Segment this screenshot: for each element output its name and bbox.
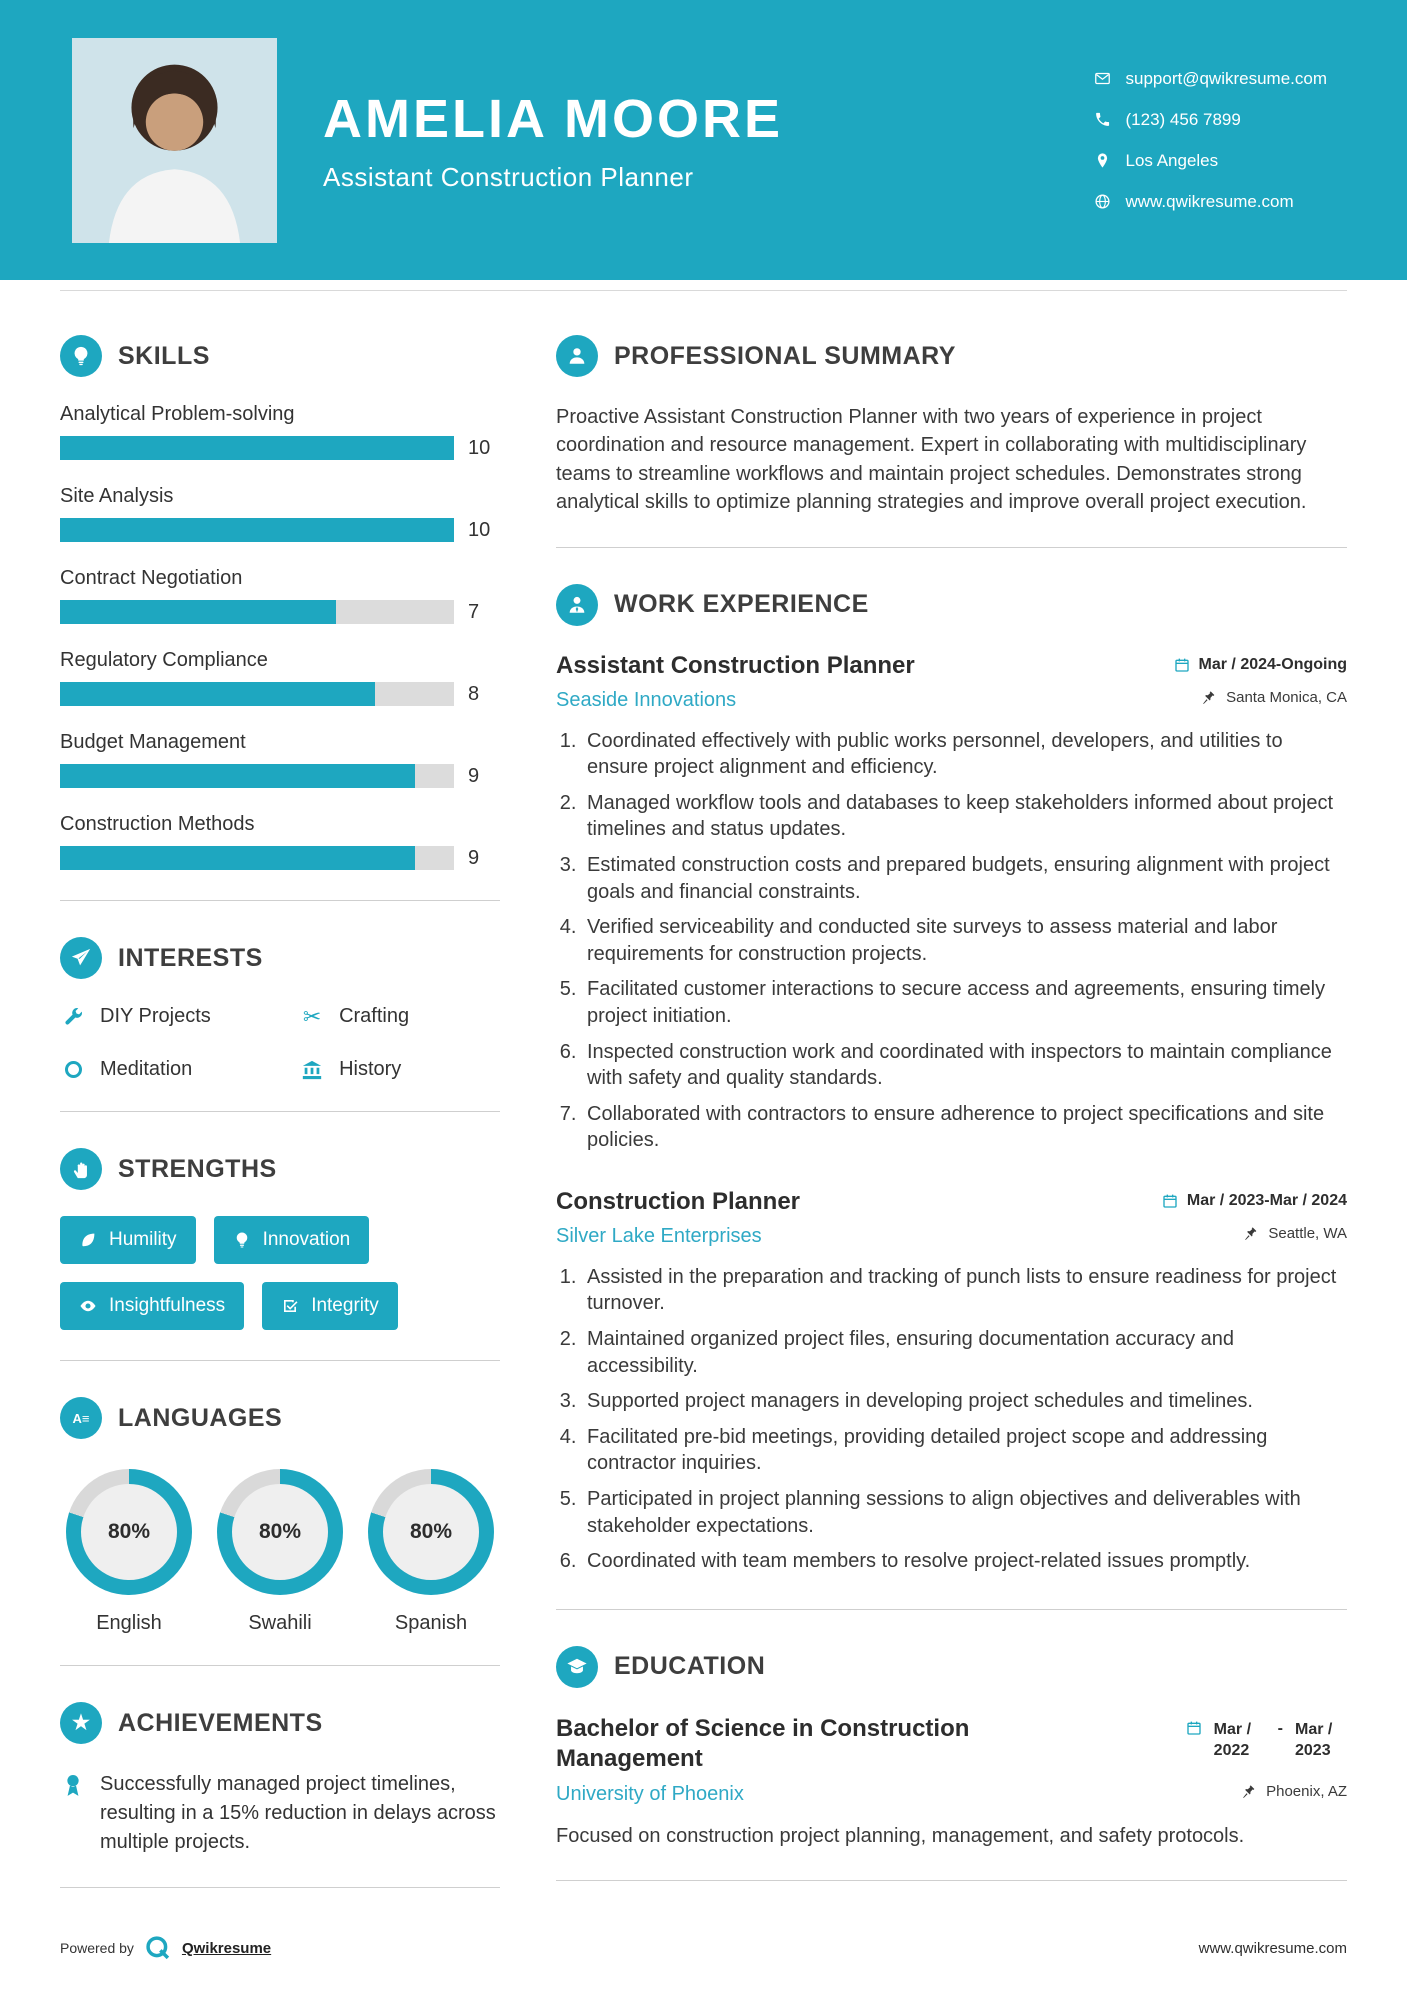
calendar-icon — [1174, 657, 1190, 673]
skill-label: Construction Methods — [60, 813, 255, 835]
language-donut — [368, 1469, 494, 1595]
strengths-section-header — [60, 1148, 500, 1190]
language-label: Swahili — [248, 1612, 312, 1634]
footer-website: www.qwikresume.com — [1198, 1939, 1347, 1957]
calendar-icon — [1162, 1193, 1178, 1209]
skill-label: Analytical Problem-solving — [60, 403, 295, 425]
language-item — [364, 1469, 498, 1635]
paper-plane-icon — [60, 937, 102, 979]
left-column — [60, 335, 500, 1924]
languages-section-header — [60, 1397, 500, 1439]
skill-bar — [60, 846, 454, 870]
ribbon-icon — [60, 1772, 86, 1857]
company-name: Silver Lake Enterprises — [556, 1224, 762, 1247]
language-item — [62, 1469, 196, 1635]
section-divider — [60, 1111, 500, 1112]
strength-chip — [262, 1282, 398, 1330]
education-text: Focused on construction project planning, management, and safety protocols. — [556, 1824, 1245, 1847]
job-bullet: 6. Inspected construction work and coordinated with inspectors to maintain compliance with safety and quality standards. — [582, 1039, 1347, 1092]
job-bullet: 3. Estimated construction costs and prepared budgets, ensuring alignment with project goals and financial constraints. — [582, 852, 1347, 905]
skill-score: 10 — [468, 436, 491, 459]
wrench-icon — [60, 1006, 86, 1028]
strength-label: Insightfulness — [109, 1295, 226, 1316]
job-location: Seattle, WA — [1243, 1225, 1347, 1242]
summary-heading: PROFESSIONAL SUMMARY — [614, 341, 956, 370]
profile-photo — [72, 38, 277, 243]
job-entry — [556, 1188, 1347, 1575]
header — [0, 0, 1407, 280]
strength-chip — [214, 1216, 370, 1264]
pin-icon — [1243, 1226, 1259, 1242]
interest-item — [299, 1005, 500, 1028]
languages-heading: LANGUAGES — [118, 1403, 283, 1432]
skill-score: 10 — [468, 518, 491, 541]
education-dates — [1186, 1720, 1347, 1762]
circle-icon — [60, 1061, 86, 1078]
skill-item — [60, 649, 500, 706]
language-donut — [66, 1469, 192, 1595]
skills-section-header — [60, 335, 500, 377]
skill-bar — [60, 682, 454, 706]
calendar-icon — [1186, 1720, 1202, 1736]
contact-website[interactable] — [1094, 192, 1328, 212]
job-bullet-list — [556, 728, 1347, 1154]
section-divider — [556, 547, 1347, 548]
skill-bar — [60, 764, 454, 788]
phone-icon — [1094, 111, 1111, 128]
degree-title: Bachelor of Science in Construction Management — [556, 1714, 970, 1772]
interest-item — [299, 1058, 500, 1081]
achievements-heading: ACHIEVEMENTS — [118, 1708, 323, 1737]
job-bullet: 1. Assisted in the preparation and tracking of punch lists to ensure readiness for project turnover. — [582, 1264, 1347, 1317]
company-name: Seaside Innovations — [556, 688, 737, 711]
skill-label: Budget Management — [60, 731, 246, 753]
achievements-section-header — [60, 1702, 500, 1744]
footer — [60, 1934, 1347, 1962]
skill-score: 9 — [468, 764, 480, 787]
interest-item — [60, 1005, 291, 1028]
bulb-icon — [233, 1231, 251, 1249]
qwikresume-brand-link[interactable]: Qwikresume — [181, 1939, 272, 1957]
section-divider — [60, 900, 500, 901]
school-name: University of Phoenix — [556, 1782, 744, 1805]
interest-label: Crafting — [339, 1005, 410, 1027]
skill-item — [60, 731, 500, 788]
check-square-icon — [281, 1297, 299, 1315]
location-icon — [1094, 152, 1111, 169]
job-bullet: 5. Participated in project planning sessions to align objectives and deliverables with stakeholder expectations. — [582, 1486, 1347, 1539]
identity — [323, 88, 783, 193]
email-icon — [1094, 70, 1111, 87]
interest-label: History — [339, 1058, 402, 1080]
skill-bar — [60, 518, 454, 542]
contact-phone — [1094, 110, 1328, 130]
strength-label: Humility — [109, 1229, 177, 1250]
job-location: Santa Monica, CA — [1201, 689, 1347, 706]
person-name: AMELIA MOORE — [323, 88, 783, 149]
language-label: English — [96, 1612, 162, 1634]
education-location: Phoenix, AZ — [1241, 1783, 1347, 1800]
contact-email-text: support@qwikresume.com — [1125, 68, 1327, 88]
qwikresume-logo-icon — [144, 1934, 172, 1962]
skill-label: Contract Negotiation — [60, 567, 243, 589]
languages-list — [60, 1465, 500, 1635]
section-divider — [60, 1887, 500, 1888]
contact-location — [1094, 151, 1328, 171]
person-title: Assistant Construction Planner — [323, 161, 694, 192]
skill-score: 8 — [468, 682, 480, 705]
skill-item — [60, 403, 500, 460]
translate-icon: A≡ — [60, 1397, 102, 1439]
skills-heading: SKILLS — [118, 341, 210, 370]
education-section-header — [556, 1646, 1347, 1688]
skill-score: 7 — [468, 600, 480, 623]
interests-list — [60, 1005, 500, 1081]
bulb-icon — [60, 335, 102, 377]
skill-label: Site Analysis — [60, 485, 174, 507]
skill-item — [60, 567, 500, 624]
section-divider — [60, 1665, 500, 1666]
interests-section-header — [60, 937, 500, 979]
job-bullet: 4. Verified serviceability and conducted site surveys to assess material and labor requirements for construction projects. — [582, 914, 1347, 967]
summary-section-header — [556, 335, 1347, 377]
job-entry — [556, 652, 1347, 1154]
job-bullet: 3. Supported project managers in developing project schedules and timelines. — [582, 1388, 1347, 1415]
job-bullet: 5. Facilitated customer interactions to secure access and agreements, ensuring timely project initiation. — [582, 976, 1347, 1029]
globe-icon — [1094, 193, 1111, 210]
job-dates: Mar / 2023-Mar / 2024 — [1162, 1192, 1347, 1210]
job-bullet: 6. Coordinated with team members to resolve project-related issues promptly. — [582, 1548, 1347, 1575]
job-bullet: 2. Maintained organized project files, ensuring documentation accuracy and accessibility. — [582, 1326, 1347, 1379]
section-divider — [556, 1880, 1347, 1881]
contact-location-text: Los Angeles — [1125, 150, 1219, 170]
education-date-separator: - — [1277, 1719, 1283, 1737]
interest-label: Meditation — [100, 1058, 193, 1080]
skill-bar — [60, 600, 454, 624]
scissors-icon: ✂ — [302, 1003, 322, 1029]
job-bullet: 7. Collaborated with contractors to ensure adherence to project specifications and site policies. — [582, 1101, 1347, 1154]
museum-icon — [299, 1059, 325, 1081]
strength-chip — [60, 1216, 196, 1264]
skill-score: 9 — [468, 846, 480, 869]
education-heading: EDUCATION — [614, 1652, 766, 1681]
experience-section-header — [556, 584, 1347, 626]
worker-icon — [556, 584, 598, 626]
interest-item — [60, 1058, 291, 1081]
profile-photo-placeholder — [72, 38, 277, 243]
contact-phone-text: (123) 456 7899 — [1125, 109, 1241, 129]
language-percent: 80% — [107, 1520, 151, 1543]
powered-by-text: Powered by — [60, 1940, 134, 1956]
summary-text: Proactive Assistant Construction Planner with two years of experience in project coordination and resource management. Expert in collaborating with multidisciplinary teams to streamline workflows and maintain project schedules. Demonstrates strong analytical skills to optimize planning strategies and improve overall project execution. — [556, 406, 1307, 514]
strength-label: Innovation — [262, 1229, 351, 1250]
contact-website-text: www.qwikresume.com — [1125, 191, 1294, 211]
leaf-icon — [79, 1231, 97, 1249]
job-title: Construction Planner — [556, 1187, 801, 1215]
contact-list — [1094, 69, 1336, 212]
section-divider — [60, 1360, 500, 1361]
strengths-heading: STRENGTHS — [118, 1154, 277, 1183]
experience-heading: WORK EXPERIENCE — [614, 590, 869, 619]
job-bullet: 4. Facilitated pre-bid meetings, providing detailed project scope and addressing contractor inquiries. — [582, 1424, 1347, 1477]
education-date-end: Mar / 2023 — [1295, 1720, 1333, 1759]
right-column — [556, 335, 1347, 1924]
skill-item — [60, 813, 500, 870]
job-bullet: 1. Coordinated effectively with public works personnel, developers, and utilities to ensure project alignment and efficiency. — [582, 728, 1347, 781]
strength-chip — [60, 1282, 244, 1330]
strengths-list — [60, 1216, 500, 1330]
language-donut — [217, 1469, 343, 1595]
contact-email[interactable] — [1094, 69, 1328, 89]
language-label: Spanish — [394, 1612, 468, 1634]
powered-by — [60, 1934, 271, 1962]
language-percent: 80% — [409, 1520, 453, 1543]
strength-label: Integrity — [311, 1295, 379, 1316]
job-dates: Mar / 2024-Ongoing — [1174, 656, 1347, 674]
education-date-start: Mar / 2022 — [1213, 1720, 1252, 1759]
section-divider — [556, 1609, 1347, 1610]
hand-icon — [60, 1148, 102, 1190]
skill-bar — [60, 436, 454, 460]
pin-icon — [1241, 1784, 1257, 1800]
language-percent: 80% — [258, 1520, 302, 1543]
graduation-cap-icon — [556, 1646, 598, 1688]
language-item — [213, 1469, 347, 1635]
job-bullet: 2. Managed workflow tools and databases to keep stakeholders informed about project timelines and status updates. — [582, 790, 1347, 843]
interests-heading: INTERESTS — [118, 943, 263, 972]
pin-icon — [1201, 690, 1217, 706]
interest-label: DIY Projects — [100, 1005, 211, 1027]
star-badge-icon: ★ — [60, 1702, 102, 1744]
achievement-text: Successfully managed project timelines, resulting in a 15% reduction in delays across multiple projects. — [100, 1773, 496, 1853]
skill-item — [60, 485, 500, 542]
job-title: Assistant Construction Planner — [556, 651, 915, 679]
skill-label: Regulatory Compliance — [60, 649, 268, 671]
main-content — [0, 291, 1407, 1924]
job-bullet-list — [556, 1264, 1347, 1575]
eye-icon — [79, 1297, 97, 1315]
person-icon — [556, 335, 598, 377]
achievement-item — [60, 1770, 500, 1857]
